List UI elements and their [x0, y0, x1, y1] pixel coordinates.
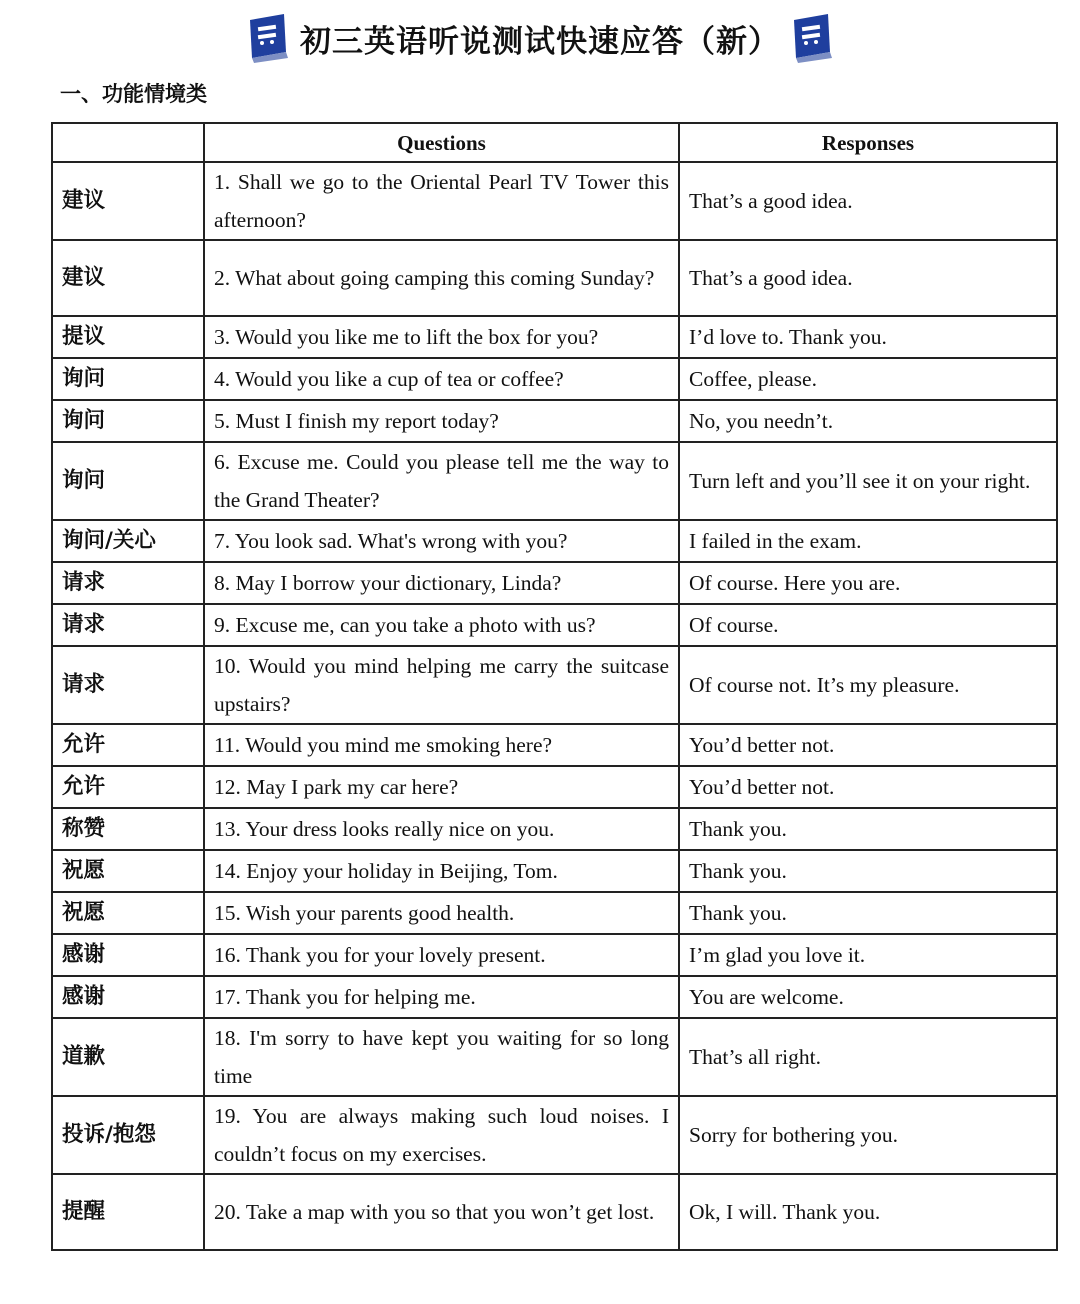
book-icon — [788, 12, 836, 64]
page-title: 初三英语听说测试快速应答（新） — [300, 23, 780, 60]
table-row — [52, 162, 1057, 240]
table-row — [52, 976, 1057, 1018]
response-cell: Thank you. — [679, 892, 1057, 934]
question-cell: 1. Shall we go to the Oriental Pearl TV Tower this afternoon? — [204, 162, 679, 240]
question-cell: 12. May I park my car here? — [204, 766, 679, 808]
category-cell: 感谢 — [52, 976, 204, 1018]
table-row — [52, 808, 1057, 850]
question-cell: 3. Would you like me to lift the box for you? — [204, 316, 679, 358]
question-cell: 16. Thank you for your lovely present. — [204, 934, 679, 976]
response-cell: Thank you. — [679, 850, 1057, 892]
response-cell: No, you needn’t. — [679, 400, 1057, 442]
response-cell: You’d better not. — [679, 724, 1057, 766]
response-cell: Of course. Here you are. — [679, 562, 1057, 604]
question-cell: 2. What about going camping this coming Sunday? — [204, 240, 679, 316]
category-cell: 请求 — [52, 562, 204, 604]
response-cell: I failed in the exam. — [679, 520, 1057, 562]
category-cell: 询问 — [52, 442, 204, 520]
question-cell: 20. Take a map with you so that you won’t get lost. — [204, 1174, 679, 1250]
category-cell: 询问 — [52, 400, 204, 442]
category-cell: 提醒 — [52, 1174, 204, 1250]
response-cell: Coffee, please. — [679, 358, 1057, 400]
table-row — [52, 1096, 1057, 1174]
table-row — [52, 442, 1057, 520]
response-cell: Ok, I will. Thank you. — [679, 1174, 1057, 1250]
table-row — [52, 400, 1057, 442]
table-row — [52, 1174, 1057, 1250]
category-cell: 请求 — [52, 604, 204, 646]
category-cell: 建议 — [52, 240, 204, 316]
category-cell: 称赞 — [52, 808, 204, 850]
table-row — [52, 1018, 1057, 1096]
table-row — [52, 766, 1057, 808]
question-cell: 9. Excuse me, can you take a photo with us? — [204, 604, 679, 646]
table-row — [52, 724, 1057, 766]
response-cell: I’d love to. Thank you. — [679, 316, 1057, 358]
question-cell: 8. May I borrow your dictionary, Linda? — [204, 562, 679, 604]
response-cell: Of course. — [679, 604, 1057, 646]
question-cell: 6. Excuse me. Could you please tell me the way to the Grand Theater? — [204, 442, 679, 520]
table-row — [52, 892, 1057, 934]
table-row — [52, 646, 1057, 724]
response-cell: I’m glad you love it. — [679, 934, 1057, 976]
response-cell: Thank you. — [679, 808, 1057, 850]
category-cell: 询问 — [52, 358, 204, 400]
question-cell: 19. You are always making such loud noises. I couldn’t focus on my exercises. — [204, 1096, 679, 1174]
table-row — [52, 240, 1057, 316]
category-cell: 允许 — [52, 766, 204, 808]
category-cell: 请求 — [52, 646, 204, 724]
table-row — [52, 316, 1057, 358]
category-cell: 提议 — [52, 316, 204, 358]
column-header-responses: Responses — [679, 123, 1057, 162]
question-cell: 17. Thank you for helping me. — [204, 976, 679, 1018]
table-row — [52, 358, 1057, 400]
question-cell: 5. Must I finish my report today? — [204, 400, 679, 442]
question-cell: 18. I'm sorry to have kept you waiting for so long time — [204, 1018, 679, 1096]
table-row — [52, 562, 1057, 604]
question-cell: 13. Your dress looks really nice on you. — [204, 808, 679, 850]
question-cell: 14. Enjoy your holiday in Beijing, Tom. — [204, 850, 679, 892]
category-cell: 允许 — [52, 724, 204, 766]
question-cell: 11. Would you mind me smoking here? — [204, 724, 679, 766]
table-row — [52, 604, 1057, 646]
table-row — [52, 850, 1057, 892]
qa-table — [51, 122, 1058, 1251]
table-row — [52, 520, 1057, 562]
table-row — [52, 934, 1057, 976]
column-header-category — [52, 123, 204, 162]
table-header-row — [52, 123, 1057, 162]
response-cell: You are welcome. — [679, 976, 1057, 1018]
category-cell: 投诉/抱怨 — [52, 1096, 204, 1174]
category-cell: 询问/关心 — [52, 520, 204, 562]
section-heading: 一、功能情境类 — [60, 82, 207, 106]
category-cell: 建议 — [52, 162, 204, 240]
page-header — [0, 10, 1080, 66]
category-cell: 道歉 — [52, 1018, 204, 1096]
book-icon — [244, 12, 292, 64]
category-cell: 祝愿 — [52, 850, 204, 892]
column-header-questions: Questions — [204, 123, 679, 162]
question-cell: 15. Wish your parents good health. — [204, 892, 679, 934]
question-cell: 7. You look sad. What's wrong with you? — [204, 520, 679, 562]
category-cell: 感谢 — [52, 934, 204, 976]
question-cell: 10. Would you mind helping me carry the suitcase upstairs? — [204, 646, 679, 724]
response-cell: That’s a good idea. — [679, 240, 1057, 316]
category-cell: 祝愿 — [52, 892, 204, 934]
question-cell: 4. Would you like a cup of tea or coffee? — [204, 358, 679, 400]
response-cell: Turn left and you’ll see it on your right. — [679, 442, 1057, 520]
response-cell: Sorry for bothering you. — [679, 1096, 1057, 1174]
response-cell: That’s a good idea. — [679, 162, 1057, 240]
response-cell: You’d better not. — [679, 766, 1057, 808]
response-cell: Of course not. It’s my pleasure. — [679, 646, 1057, 724]
response-cell: That’s all right. — [679, 1018, 1057, 1096]
